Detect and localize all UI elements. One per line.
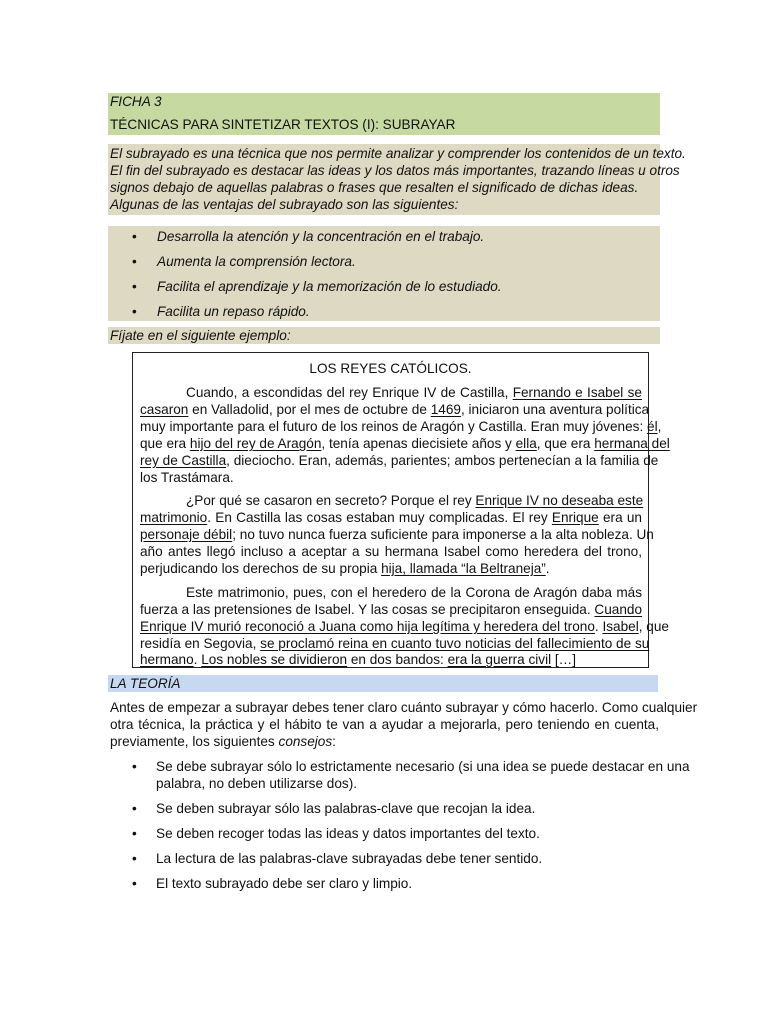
bullet-icon: • <box>132 801 137 816</box>
tip-item: palabra, no deben utilizarse dos). <box>156 776 358 791</box>
tip-item: Se deben recoger todas las ideas y datos importantes del texto. <box>156 826 540 841</box>
theory-intro-line: Antes de empezar a subrayar debes tener claro cuánto subrayar y cómo hacerlo. Como cualquier <box>110 700 698 715</box>
example-line: rey de Castilla, dieciocho. Eran, además, parientes; ambos pertenecían a la familia de <box>140 453 659 468</box>
bullet-icon: • <box>132 229 137 244</box>
theory-heading: LA TEORÍA <box>110 676 181 691</box>
example-line: año antes llegó incluso a aceptar a su hermana Isabel como heredera del trono, <box>140 544 642 559</box>
example-line: ¿Por qué se casaron en secreto? Porque el rey Enrique IV no deseaba este <box>186 493 644 508</box>
theory-intro-line: otra técnica, la práctica y el hábito te van a ayudar a mejorarla, pero teniendo en cuenta, <box>110 717 659 732</box>
example-line: perjudicando los derechos de su propia hija, llamada “la Beltraneja”. <box>140 561 550 576</box>
example-line: casaron en Valladolid, por el mes de octubre de 1469, iniciaron una aventura política <box>140 402 650 417</box>
tip-item: La lectura de las palabras-clave subrayadas debe tener sentido. <box>156 851 543 866</box>
bullet-icon: • <box>132 279 137 294</box>
tip-item: Se debe subrayar sólo lo estrictamente necesario (si una idea se puede destacar en una <box>156 759 690 774</box>
example-line: que era hijo del rey de Aragón, tenía apenas diecisiete años y ella, que era hermana del <box>140 436 670 451</box>
intro-line: signos debajo de aquellas palabras o frases que resalten el significado de dichas ideas. <box>110 180 639 195</box>
example-line: personaje débil; no tuvo nunca fuerza suficiente para imponerse a la alta nobleza. Un <box>140 527 654 542</box>
list-item: • Desarrolla la atención y la concentración en el trabajo. <box>132 229 485 244</box>
ficha-label: FICHA 3 <box>110 94 162 109</box>
intro-line: El fin del subrayado es destacar las ideas y los datos más importantes, trazando líneas u otros <box>110 163 680 178</box>
tip-item: El texto subrayado debe ser claro y limpio. <box>156 876 413 891</box>
example-intro: Fíjate en el siguiente ejemplo: <box>110 328 291 343</box>
example-line: Enrique IV murió reconoció a Juana como hija legítima y heredera del trono. Isabel, que <box>140 619 669 634</box>
intro-line: Algunas de las ventajas del subrayado son las siguientes: <box>110 197 459 212</box>
list-item: • Facilita el aprendizaje y la memorización de lo estudiado. <box>132 279 502 294</box>
bullet-icon: • <box>132 876 137 891</box>
intro-line: El subrayado es una técnica que nos permite analizar y comprender los contenidos de un texto. <box>110 146 686 161</box>
theory-intro-line: previamente, los siguientes consejos: <box>110 734 336 749</box>
tip-item: Se deben subrayar sólo las palabras-clave que recojan la idea. <box>156 801 536 816</box>
page-title: TÉCNICAS PARA SINTETIZAR TEXTOS (I): SUBRAYAR <box>110 117 456 132</box>
example-line: Cuando, a escondidas del rey Enrique IV de Castilla, Fernando e Isabel se <box>186 385 642 400</box>
list-item: • Aumenta la comprensión lectora. <box>132 254 356 269</box>
bullet-icon: • <box>132 254 137 269</box>
list-item: • Facilita un repaso rápido. <box>132 304 310 319</box>
bullet-icon: • <box>132 759 137 774</box>
example-line: hermano. Los nobles se dividieron en dos bandos: era la guerra civil […] <box>140 652 577 667</box>
example-line: Este matrimonio, pues, con el heredero de la Corona de Aragón daba más <box>186 585 642 600</box>
example-box <box>132 352 670 668</box>
example-line: residía en Segovia, se proclamó reina en cuanto tuvo noticias del fallecimiento de su <box>140 636 650 651</box>
bullet-icon: • <box>132 304 137 319</box>
example-line: muy importante para el futuro de los reinos de Aragón y Castilla. Eran muy jóvenes: él, <box>140 419 662 434</box>
bullet-icon: • <box>132 851 137 866</box>
example-line: los Trastámara. <box>140 470 234 485</box>
example-line: matrimonio. En Castilla las cosas estaban muy complicadas. El rey Enrique era un <box>140 510 642 525</box>
bullet-icon: • <box>132 826 137 841</box>
example-title: LOS REYES CATÓLICOS. <box>309 361 472 376</box>
example-line: fuerza a las pretensiones de Isabel. Y las cosas se precipitaron enseguida. Cuando <box>140 602 643 617</box>
theory-heading-band <box>108 675 658 692</box>
